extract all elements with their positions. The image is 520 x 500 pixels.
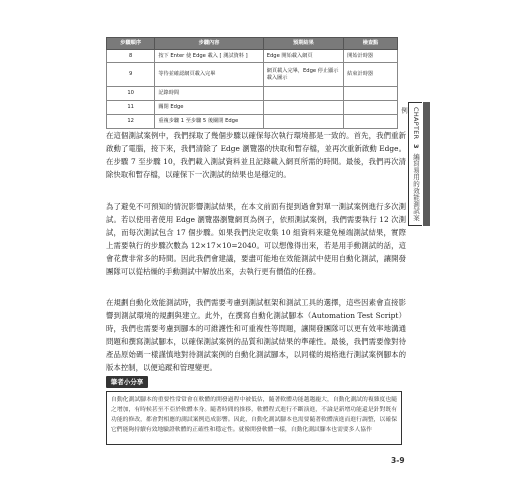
chapter-bar — [423, 102, 430, 226]
steps-table — [106, 37, 398, 129]
table-row — [107, 115, 398, 129]
table-header: 預期結果 — [263, 38, 343, 50]
table-cell: 關閉 Edge — [155, 101, 263, 115]
table-header: 步驟內容 — [155, 38, 263, 50]
table-cell — [263, 115, 343, 129]
page-number: 3-9 — [391, 456, 405, 465]
table-cell — [344, 101, 398, 115]
table-cell: 12 — [107, 115, 155, 129]
table-row — [107, 50, 398, 63]
table-cell: 記錄時間 — [155, 87, 263, 101]
table-cell: 9 — [107, 63, 155, 87]
tip-label: 筆者小分享 — [106, 376, 148, 388]
table-cell: 11 — [107, 101, 155, 115]
table-header: 步驟順序 — [107, 38, 155, 50]
table-cell: 網頁載入完畢，Edge 停止顯示載入圖示 — [263, 63, 343, 87]
table-cell — [344, 115, 398, 129]
table-cell — [344, 87, 398, 101]
table-cell: 開始計時器 — [344, 50, 398, 63]
table-cell — [263, 101, 343, 115]
tip-box: 自動化測試腳本的重要性常常會在軟體的開發過程中被低估，隨著軟體功能越趨龐大，自動化測試的複雜度也隨之增加，有時候甚至不亞於軟體本身。隨著時間的推移，軟體程式進行不斷演進，不論是新增功能還是針對既有功能的修改，都會對相應的測試案例造成影響。因此，自動化測試腳本也需要隨著軟體演進而進行調整，以確保它們能夠持續有效地驗證軟體的正確性和穩定性。就像開發軟體一樣，自動化測試腳本也需要多人協作 — [106, 391, 402, 445]
chapter-label: CHAPTER — [412, 107, 420, 140]
chapter-number: 3 — [412, 143, 420, 149]
body-paragraph: 為了避免不可預知的情況影響測試結果，在本文前面有提到過會對單一測試案例進行多次測試。若以使用者使用 Edge 瀏覽器瀏覽網頁為例子，依照測試案例，我們需要執行 12 次測試，而每次測試包含 17 個步驟。如果我們決定收集 10 組資料來避免極端測試結果，實際上需要執行的步驟次數為 12×17×10=2040。可以想像得出來，若是用手動測試的話，這會花費非常多的時間。因此我們會建議，要盡可能地在效能測試中使用自動化測試，讓開發團隊可以從枯燥的手動測試中解放出來，去執行更有價值的任務。 — [106, 202, 406, 276]
table-cell: 8 — [107, 50, 155, 63]
chapter-tab — [400, 102, 422, 226]
table-cell: Edge 開始載入網頁 — [263, 50, 343, 63]
table-cell: 10 — [107, 87, 155, 101]
table-cell: 按下 Enter 使 Edge 載入 [ 測試資料 ] — [155, 50, 263, 63]
body-paragraph: 在規劃自動化效能測試時，我們需要考慮到測試框架和測試工具的選擇，這些因素會直接影響到測試環境的規劃與建立。此外，在撰寫自動化測試腳本（Automation Test Script）時，我們也需要考慮到腳本的可維護性和可重複性等問題，讓開發團隊可以更有效率地溝通問題和撰寫測試腳本，以確保測試案例的品質和測試結果的準確性。最後，我們需要像對待產品原始碼一樣謹慎地對待測試案例的自動化測試腳本，以同樣的規格進行測試案例腳本的版本控制，以便追蹤和管理變更。 — [106, 298, 406, 372]
table-row — [107, 63, 398, 87]
body-paragraph: 在這個測試案例中，我們採取了幾個步驟以確保每次執行環境都是一致的。首先，我們重新啟動了電腦，接下來，我們清除了 Edge 瀏覽器的快取和暫存檔，並再次重新啟動 Edge。在步驟 7 至步驟 10，我們載入測試資料並且記錄載入網頁所需的時間。最後，我們再次清除快取和暫存檔，以確保下一次測試的結果也是穩定的。 — [106, 131, 406, 179]
table-header-row — [107, 38, 398, 50]
table-cell: 等待並確認網頁載入完畢 — [155, 63, 263, 87]
table-cell — [263, 87, 343, 101]
table-header: 檢查點 — [344, 38, 398, 50]
chapter-title: 編寫易用的效能測試案例 — [400, 107, 420, 222]
table-row — [107, 101, 398, 115]
table-cell: 結束計時器 — [344, 63, 398, 87]
table-cell: 重複步驟 1 至步驟 5 後關閉 Edge — [155, 115, 263, 129]
table-row — [107, 87, 398, 101]
